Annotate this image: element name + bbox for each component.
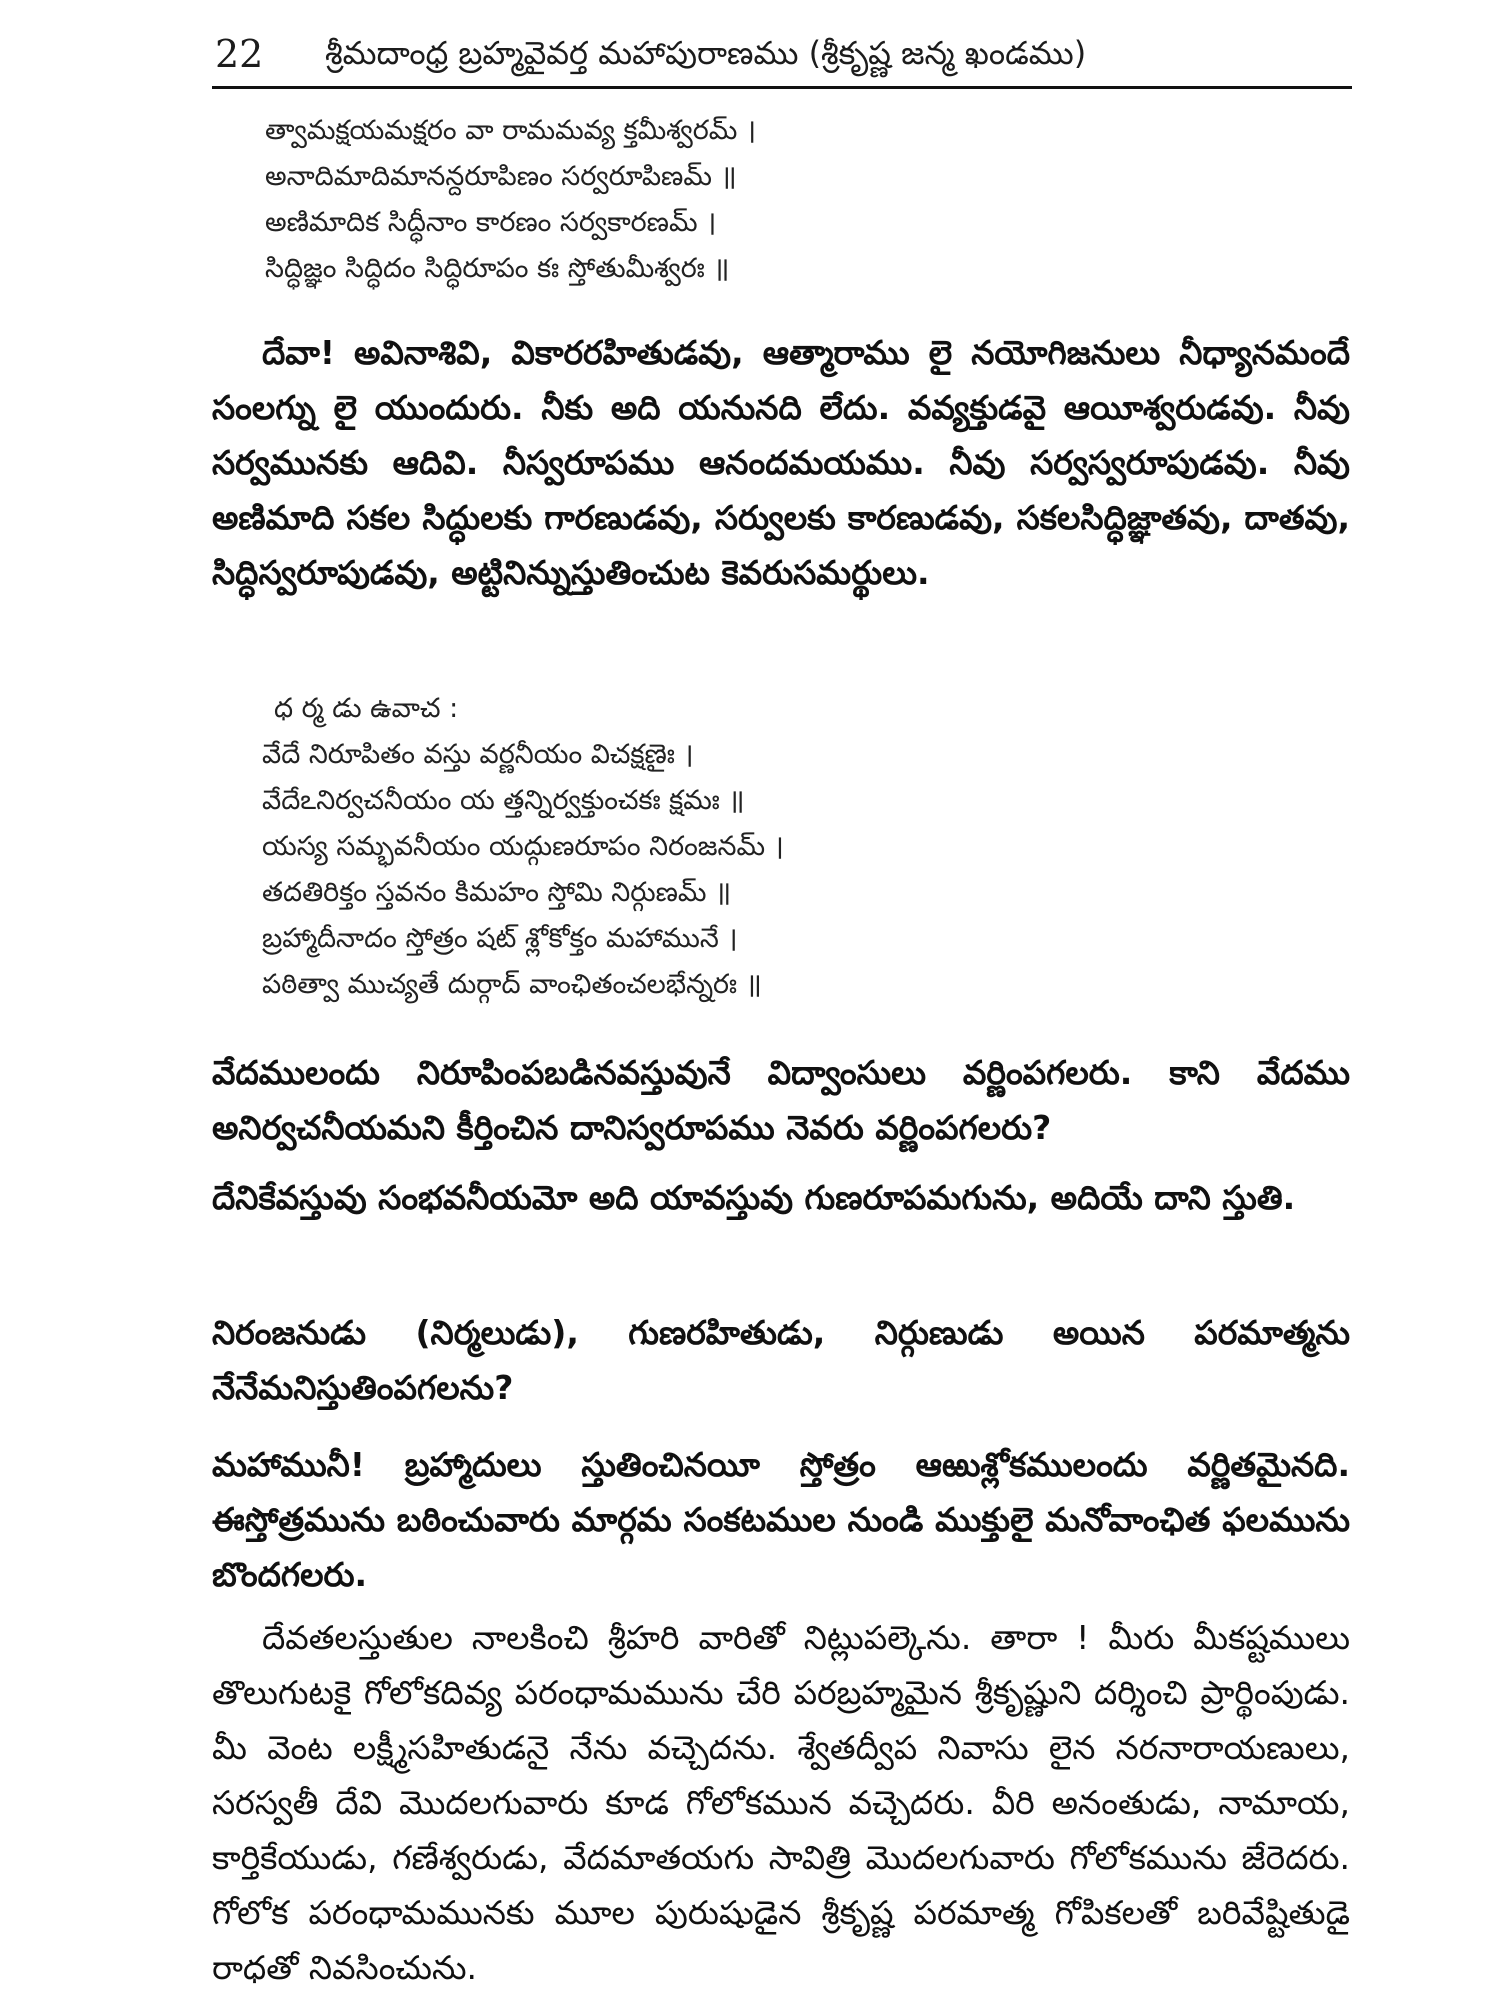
verse-line: బ్రహ్మాదీనాదం స్తోత్రం షట్ శ్లోకోక్తం మహామునే । bbox=[262, 923, 738, 954]
paragraph-text: వేదములందు నిరూపింపబడినవస్తువునే విద్వాంసులు వర్ణింపగలరు. కాని వేదము అనిర్వచనీయమని కీర్తించిన దానిస్వరూపము నెవరు వర్ణింపగలరు? bbox=[212, 1053, 1350, 1147]
header-rule bbox=[212, 86, 1352, 89]
verse-line: త్వామక్షయమక్షరం వా రామమవ్య క్తమీశ్వరమ్ । bbox=[265, 115, 757, 146]
running-title: శ్రీమదాంధ్ర బ్రహ్మవైవర్త మహాపురాణము (శ్రీకృష్ణ జన్మ ఖండము) bbox=[325, 34, 1087, 72]
page-header bbox=[215, 28, 1350, 90]
verse-line: పఠిత్వా ముచ్యతే దుర్గాద్ వాంఛితంచలభేన్నరః ॥ bbox=[262, 969, 762, 1000]
commentary-paragraph-2 bbox=[212, 1045, 1350, 1155]
commentary-paragraph-4 bbox=[212, 1305, 1350, 1415]
sanskrit-verse-block-1 bbox=[265, 108, 756, 292]
paragraph-text: దేవా! అవినాశివి, వికారరహితుడవు, ఆత్మారాము లై నయోగిజనులు నీధ్యానమందే సంలగ్ను లై యుందురు. నీకు అది యనునది లేదు. వవ్యక్తుడవై ఆయీశ్వరుడవు. నీవు సర్వమునకు ఆదివి. నీస్వరూపము ఆనందమయము. నీవు సర్వస్వరూపుడవు. నీవు అణిమాది సకల సిద్ధులకు గారణుడవు, సర్వులకు కారణుడవు, సకలసిద్ధిజ్ఞాతవు, దాతవు, సిద్ధిస్వరూపుడవు, అట్టినిన్నుస్తుతించుట కెవరుసమర్థులు. bbox=[212, 333, 1350, 592]
verse-line: వేదే నిరూపితం వస్తు వర్ణనీయం విచక్షణైః । bbox=[262, 739, 694, 770]
verse-speaker-label: ధ ర్మ డు ఉవాచ : bbox=[274, 693, 459, 724]
paragraph-text: మహామునీ! బ్రహ్మాదులు స్తుతించినయీ స్తోత్రం ఆఱుశ్లోకములందు వర్ణితమైనది. ఈస్తోత్రమును బఠించువారు మార్గమ సంకటముల నుండి ముక్తులై మనోవాంఛిత ఫలమును బొందగలరు. bbox=[212, 1445, 1350, 1594]
verse-line: తదతిరిక్తం స్తవనం కిమహం స్తోమి నిర్గుణమ్ ॥ bbox=[262, 877, 732, 908]
narrative-paragraph bbox=[212, 1610, 1350, 1995]
paragraph-text: నిరంజనుడు (నిర్మలుడు), గుణరహితుడు, నిర్గుణుడు అయిన పరమాత్మను నేనేమనిస్తుతింపగలను? bbox=[212, 1313, 1350, 1407]
page-number: 22 bbox=[215, 32, 264, 76]
commentary-paragraph-1 bbox=[212, 325, 1350, 600]
verse-line: సిద్ధిజ్ఞం సిద్ధిదం సిద్ధిరూపం కః స్తోతుమీశ్వరః ॥ bbox=[265, 253, 730, 284]
sanskrit-verse-block-2 bbox=[262, 686, 784, 1008]
commentary-paragraph-5 bbox=[212, 1437, 1350, 1602]
paragraph-text: దేనికేవస్తువు సంభవనీయమో అది యావస్తువు గుణరూపమగును, అదియే దాని స్తుతి. bbox=[212, 1178, 1296, 1217]
verse-line: వేదేఽనిర్వచనీయం య త్తన్నిర్వక్తుంచకః క్షమః ॥ bbox=[262, 785, 745, 816]
verse-line: అనాదిమాదిమానన్దరూపిణం సర్వరూపిణమ్ ॥ bbox=[265, 161, 737, 192]
paragraph-text: దేవతలస్తుతుల నాలకించి శ్రీహరి వారితో నిట్లుపల్కెను. తారా ! మీరు మీకష్టములు తొలుగుటకై గోలోకదివ్య పరంధామమును చేరి పరబ్రహ్మమైన శ్రీకృష్ణుని దర్శించి ప్రార్థింపుడు. మీ వెంట లక్ష్మీసహితుడనై నేను వచ్చెదను. శ్వేతద్వీప నివాసు లైన నరనారాయణులు, సరస్వతీ దేవి మొదలగువారు కూడ గోలోకమున వచ్చెదరు. వీరి అనంతుడు, నామాయ, కార్తికేయుడు, గణేశ్వరుడు, వేదమాతయగు సావిత్రి మొదలగువారు గోలోకమును జేరెదరు. గోలోక పరంధామమునకు మూల పురుషుడైన శ్రీకృష్ణ పరమాత్మ గోపికలతో బరివేష్టితుడై రాధతో నివసించును. bbox=[212, 1618, 1350, 1987]
verse-line: అణిమాదిక సిద్ధీనాం కారణం సర్వకారణమ్ । bbox=[265, 207, 717, 238]
verse-line: యస్య సమ్భవనీయం యద్గుణరూపం నిరంజనమ్ । bbox=[262, 831, 784, 862]
commentary-paragraph-3 bbox=[212, 1170, 1350, 1225]
